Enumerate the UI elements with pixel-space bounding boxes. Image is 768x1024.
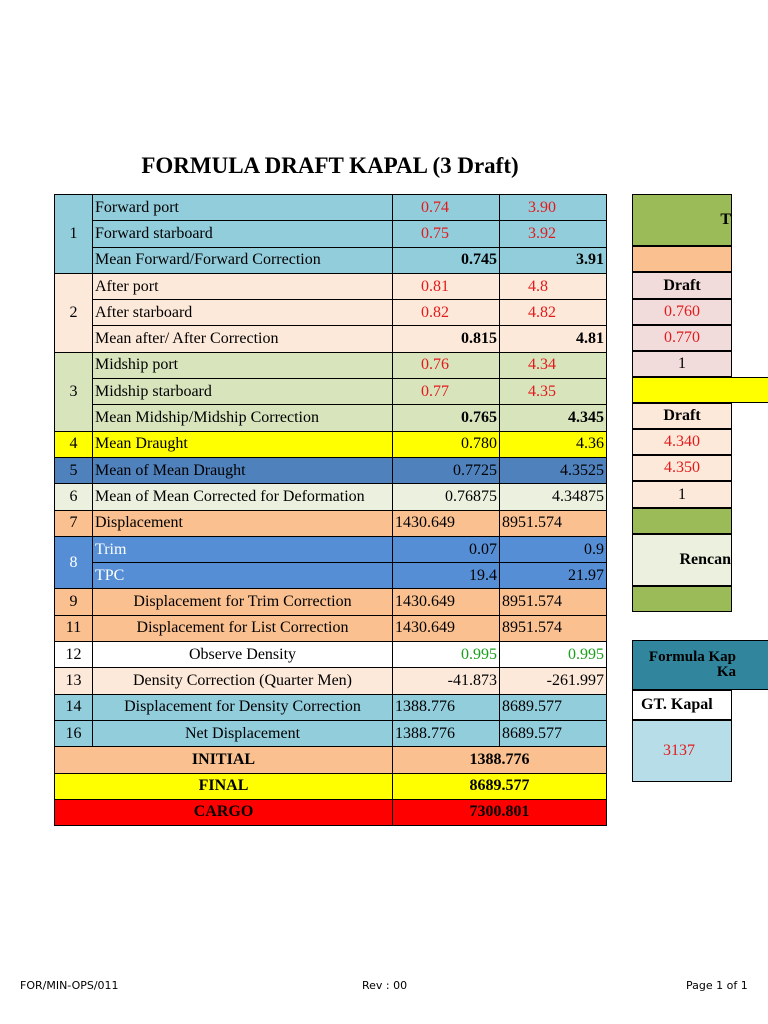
row-label: Mean after/ After Correction: [93, 326, 393, 352]
row-label: Net Displacement: [93, 720, 393, 746]
side-yellow-band: [632, 377, 768, 403]
row-label: Midship port: [93, 352, 393, 378]
gt-kapal-value: 3137: [632, 720, 732, 782]
table-row: [55, 510, 607, 536]
row-label: Forward port: [93, 195, 393, 221]
value-cell: 0.76875: [393, 484, 500, 510]
side-header-block: [632, 194, 732, 246]
summary-row-final: [55, 773, 607, 799]
value-cell: 0.780: [393, 431, 500, 457]
row-number: 16: [55, 720, 93, 746]
row-label: Displacement for List Correction: [93, 615, 393, 641]
value-cell: 0.07: [393, 536, 500, 562]
summary-label: CARGO: [55, 799, 393, 825]
value-cell: 0.815: [393, 326, 500, 352]
value-cell: 0.75: [393, 221, 500, 247]
formula-kapal-title-2: Ka: [716, 664, 736, 680]
value-cell: 21.97: [500, 563, 607, 589]
value-cell: 0.77: [393, 379, 500, 405]
footer-doc-code: FOR/MIN-OPS/011: [20, 979, 119, 992]
value-cell: -261.997: [500, 668, 607, 694]
row-label: Displacement for Trim Correction: [93, 589, 393, 615]
table-row: [55, 352, 607, 378]
table-row: [55, 405, 607, 431]
value-cell: 1430.649: [393, 589, 500, 615]
value-cell: 4.34875: [500, 484, 607, 510]
side-draft-value: 4.340: [632, 429, 732, 455]
table-row: [55, 326, 607, 352]
value-cell: 3.92: [500, 221, 607, 247]
row-label: Forward starboard: [93, 221, 393, 247]
group-number: 1: [55, 195, 93, 274]
value-cell: 4.345: [500, 405, 607, 431]
value-cell: 1430.649: [393, 615, 500, 641]
side-draft-value: 0.760: [632, 299, 732, 325]
summary-value: 1388.776: [393, 747, 607, 773]
gt-kapal-label: GT. Kapal: [632, 690, 732, 720]
row-number: 7: [55, 510, 93, 536]
side-rencana: Rencan: [632, 534, 732, 586]
table-row: [55, 536, 607, 562]
row-label: Density Correction (Quarter Men): [93, 668, 393, 694]
value-cell: 4.8: [500, 273, 607, 299]
value-cell: 4.3525: [500, 457, 607, 483]
row-label: TPC: [93, 563, 393, 589]
side-header-text: T: [720, 211, 731, 228]
draft-table: [54, 194, 607, 826]
value-cell: 4.36: [500, 431, 607, 457]
table-row: [55, 642, 607, 668]
value-cell: 3.91: [500, 247, 607, 273]
row-number: 6: [55, 484, 93, 510]
summary-label: INITIAL: [55, 747, 393, 773]
table-row: [55, 431, 607, 457]
table-row: [55, 379, 607, 405]
table-row: [55, 694, 607, 720]
page-title: FORMULA DRAFT KAPAL (3 Draft): [141, 153, 519, 178]
side-green-band: [632, 508, 732, 534]
row-label: Trim: [93, 536, 393, 562]
value-cell: 0.745: [393, 247, 500, 273]
table-row: [55, 720, 607, 746]
value-cell: 0.995: [500, 642, 607, 668]
formula-kapal-header: [632, 640, 768, 690]
value-cell: 8951.574: [500, 615, 607, 641]
value-cell: 0.74: [393, 195, 500, 221]
value-cell: 0.82: [393, 300, 500, 326]
table-row: [55, 300, 607, 326]
footer-revision: Rev : 00: [362, 979, 408, 992]
footer-page: Page 1 of 1: [686, 979, 748, 992]
table-row: [55, 484, 607, 510]
group-number: 2: [55, 273, 93, 352]
table-row: [55, 668, 607, 694]
table-row: [55, 247, 607, 273]
value-cell: 0.765: [393, 405, 500, 431]
value-cell: 1430.649: [393, 510, 500, 536]
value-cell: 8951.574: [500, 510, 607, 536]
summary-value: 8689.577: [393, 773, 607, 799]
value-cell: 19.4: [393, 563, 500, 589]
value-cell: 3.90: [500, 195, 607, 221]
side-draft-value: 0.770: [632, 325, 732, 351]
value-cell: 1388.776: [393, 720, 500, 746]
summary-row-initial: [55, 747, 607, 773]
summary-row-cargo: [55, 799, 607, 825]
row-label: Mean of Mean Corrected for Deformation: [93, 484, 393, 510]
side-draft-header: Draft: [632, 403, 732, 429]
side-band: [632, 246, 732, 272]
row-number: 5: [55, 457, 93, 483]
group-number: 3: [55, 352, 93, 431]
side-factor: 1: [632, 481, 732, 508]
row-number: 14: [55, 694, 93, 720]
value-cell: 4.34: [500, 352, 607, 378]
value-cell: 0.76: [393, 352, 500, 378]
row-label: Mean Midship/Midship Correction: [93, 405, 393, 431]
table-row: [55, 195, 607, 221]
row-number: 12: [55, 642, 93, 668]
value-cell: -41.873: [393, 668, 500, 694]
value-cell: 4.81: [500, 326, 607, 352]
value-cell: 0.7725: [393, 457, 500, 483]
value-cell: 1388.776: [393, 694, 500, 720]
formula-kapal-title: Formula Kap: [648, 649, 736, 665]
side-draft-value: 4.350: [632, 455, 732, 481]
row-number: 4: [55, 431, 93, 457]
side-factor: 1: [632, 351, 732, 377]
row-label: Displacement for Density Correction: [93, 694, 393, 720]
row-label: Midship starboard: [93, 379, 393, 405]
value-cell: 8951.574: [500, 589, 607, 615]
row-label: Mean Draught: [93, 431, 393, 457]
table-row: [55, 457, 607, 483]
row-label: Mean Forward/Forward Correction: [93, 247, 393, 273]
value-cell: 8689.577: [500, 694, 607, 720]
table-row: [55, 615, 607, 641]
value-cell: 0.81: [393, 273, 500, 299]
summary-label: FINAL: [55, 773, 393, 799]
row-number: 13: [55, 668, 93, 694]
value-cell: 4.82: [500, 300, 607, 326]
row-label: After starboard: [93, 300, 393, 326]
table-row: [55, 563, 607, 589]
side-draft-header: Draft: [632, 272, 732, 299]
row-number: 9: [55, 589, 93, 615]
row-number: 11: [55, 615, 93, 641]
table-row: [55, 221, 607, 247]
summary-value: 7300.801: [393, 799, 607, 825]
row-label: Observe Density: [93, 642, 393, 668]
side-green-band: [632, 586, 732, 612]
value-cell: 4.35: [500, 379, 607, 405]
group-number: 8: [55, 536, 93, 589]
value-cell: 0.9: [500, 536, 607, 562]
table-row: [55, 273, 607, 299]
value-cell: 8689.577: [500, 720, 607, 746]
value-cell: 0.995: [393, 642, 500, 668]
row-label: After port: [93, 273, 393, 299]
row-label: Mean of Mean Draught: [93, 457, 393, 483]
row-label: Displacement: [93, 510, 393, 536]
table-row: [55, 589, 607, 615]
